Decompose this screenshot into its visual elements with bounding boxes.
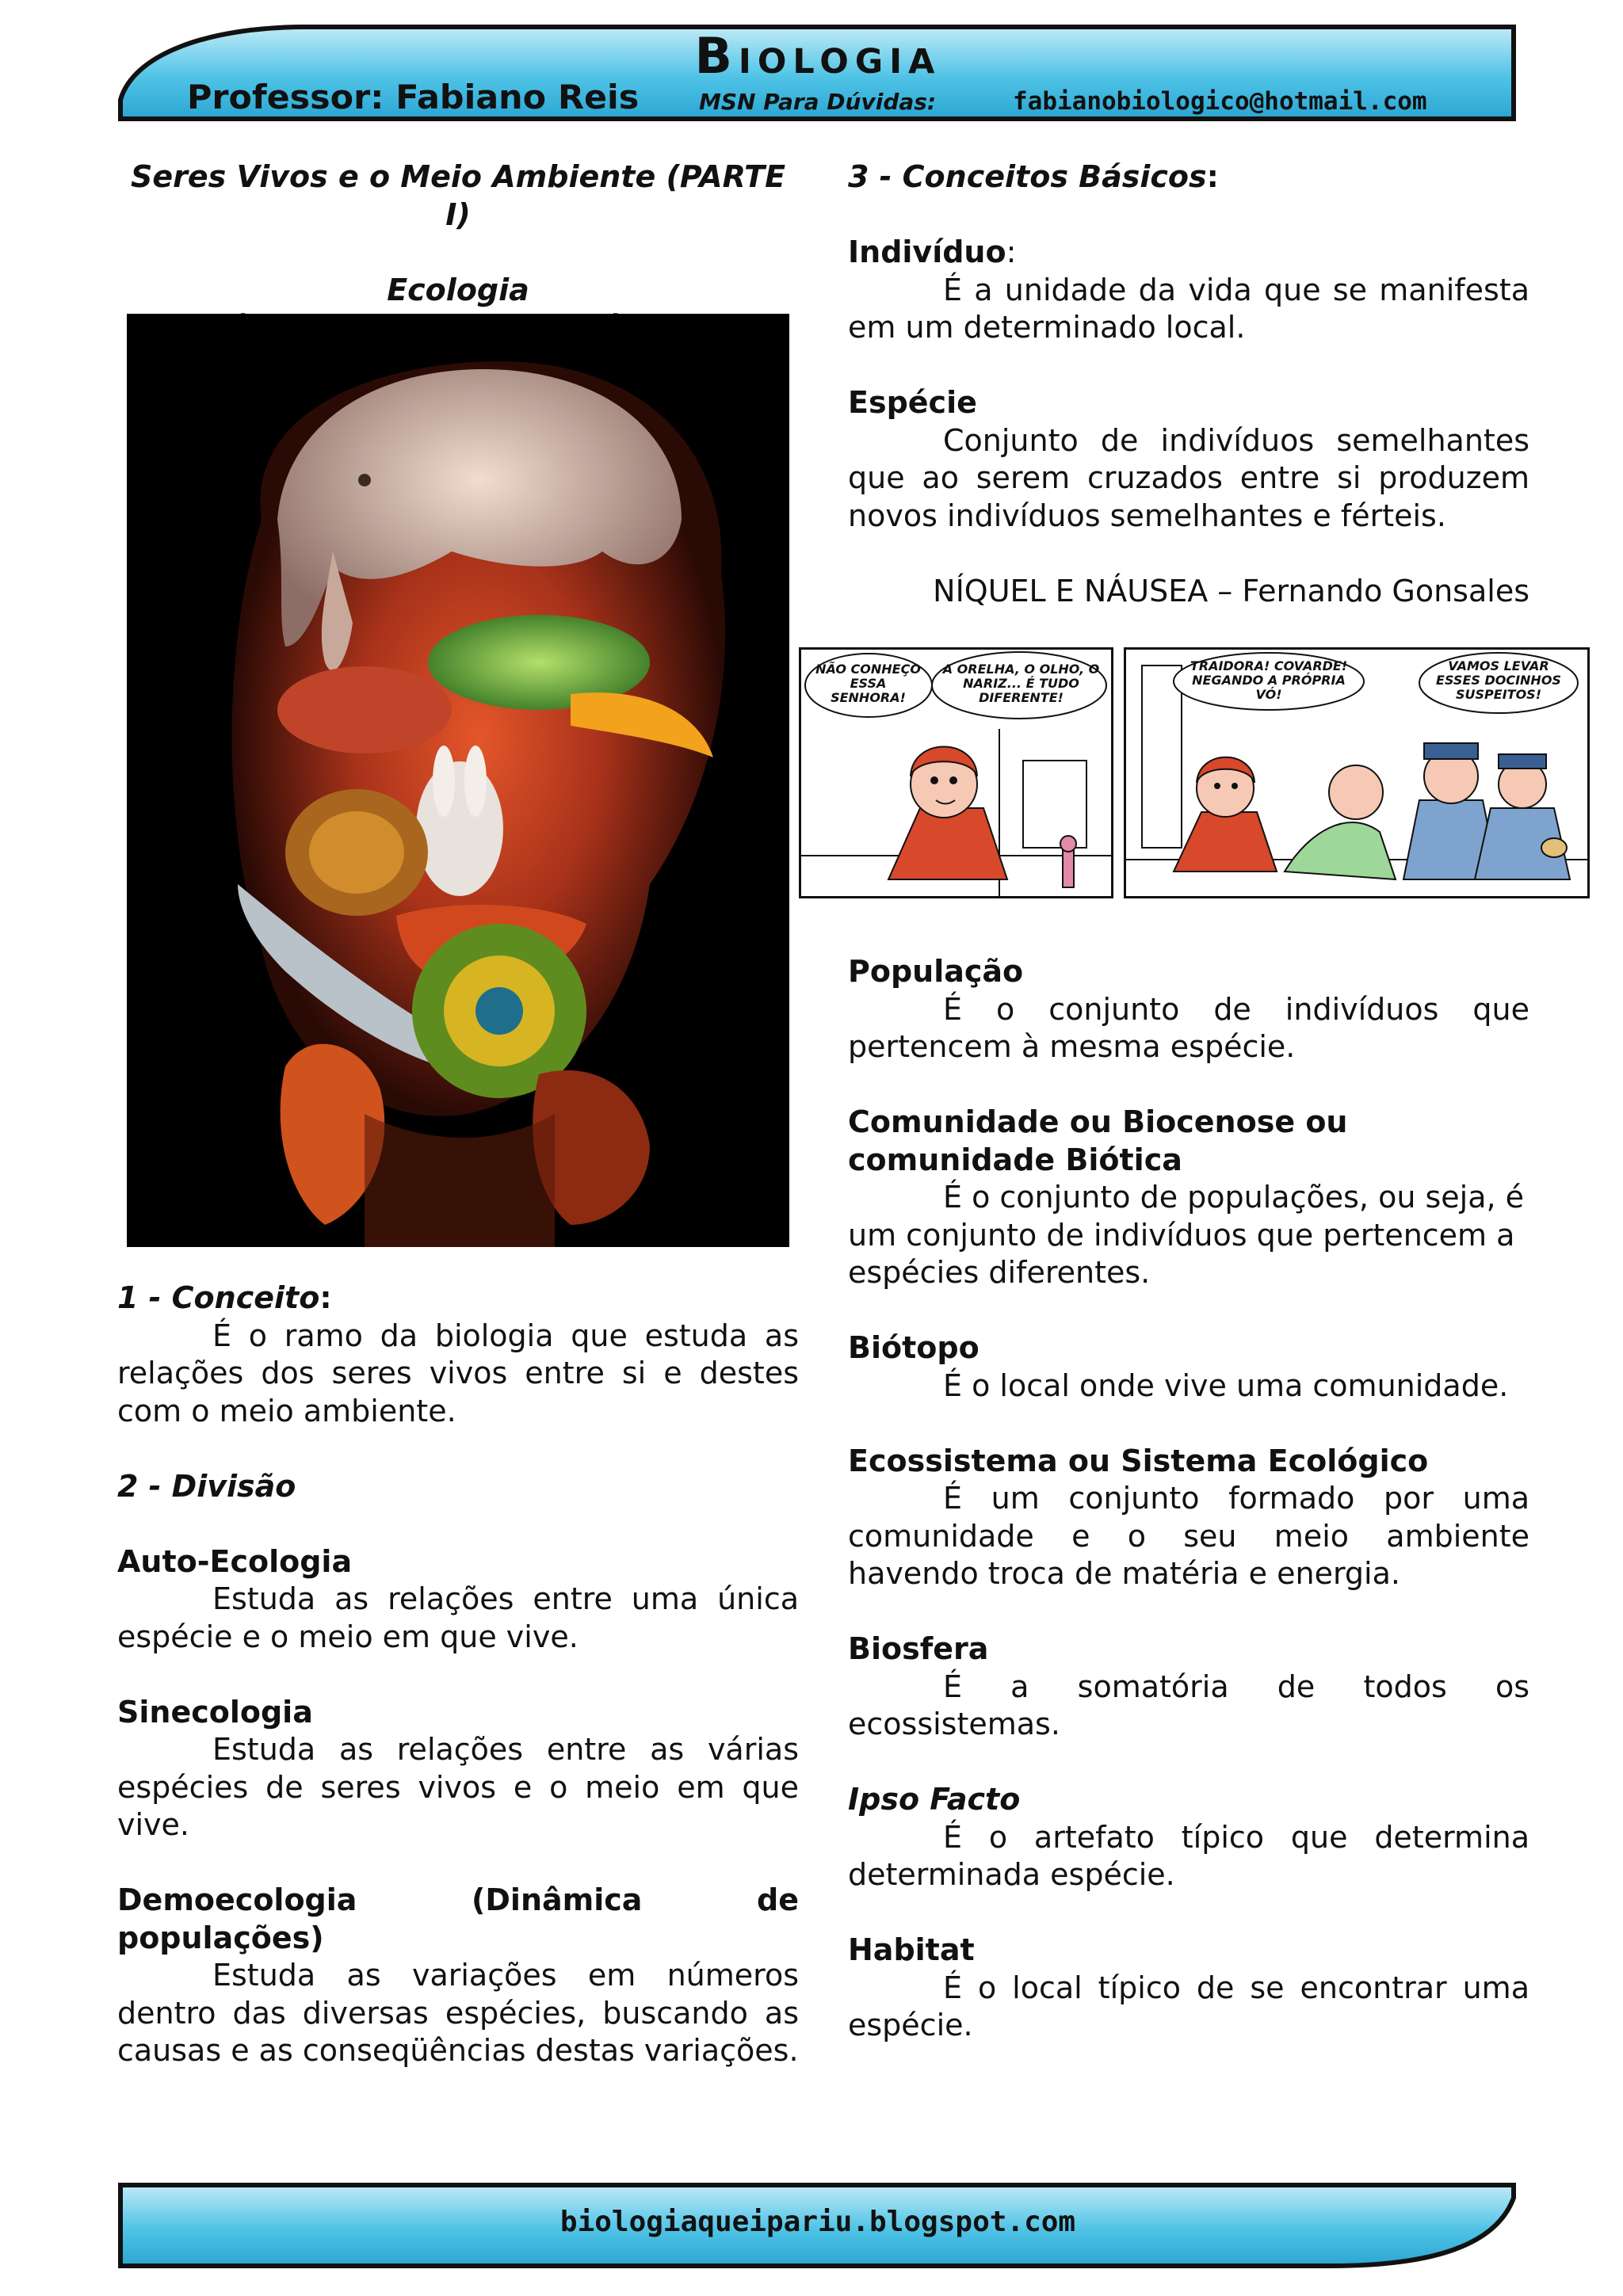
especie-heading: Espécie: [848, 385, 977, 420]
biosfera-text: É a somatória de todos os ecossistemas.: [848, 1669, 1529, 1741]
populacao-text: É o conjunto de indivíduos que pertencem à mesma espécie.: [848, 991, 1529, 1064]
ipso-facto-text: É o artefato típico que determina determinada espécie.: [848, 1819, 1529, 1892]
comic-bubble-3: TRAIDORA! COVARDE! NEGANDO A PRÓPRIA VÓ!: [1190, 658, 1348, 702]
section-concept: [117, 1280, 799, 2070]
division-heading: 2 - Divisão: [117, 1468, 296, 1504]
comic-panel-2: [1124, 647, 1590, 898]
comunidade-text: É o conjunto de populações, ou seja, é um conjunto de indivíduos que pertencem a espécies diferentes.: [848, 1180, 1525, 1290]
comic-panel-1: [799, 647, 1113, 898]
subject-title: Ecologia: [387, 272, 529, 307]
comunidade-heading: Comunidade ou Biocenose ou comunidade Biótica: [848, 1104, 1348, 1177]
comic-credit: NÍQUEL E NÁUSEA – Fernando Gonsales: [933, 573, 1529, 608]
basic-concepts-colon: :: [1206, 159, 1219, 194]
right-column-bottom: [848, 953, 1529, 2045]
right-column-top: [848, 158, 1529, 610]
concept-heading: 1 - Conceito: [117, 1280, 320, 1315]
individuo-heading: Indivíduo: [848, 235, 1006, 269]
footer-banner: [117, 2182, 1518, 2269]
demoecology-text: Estuda as variações em números dentro das diversas espécies, buscando as causas e as conseqüências destas variações.: [117, 1958, 799, 2068]
ipso-facto-heading: Ipso Facto: [848, 1782, 1021, 1817]
footer-url-link[interactable]: biologiaqueipariu.blogspot.com: [559, 2206, 1076, 2238]
auto-ecology-text: Estuda as relações entre uma única espécie e o meio em que vive.: [117, 1581, 799, 1654]
basic-concepts-heading: 3 - Conceitos Básicos: [848, 159, 1207, 194]
header-email-link[interactable]: fabianobiologico@hotmail.com: [1013, 87, 1427, 116]
concept-colon: :: [319, 1280, 332, 1315]
biosfera-heading: Biosfera: [848, 1631, 989, 1666]
header-title: Biologia: [694, 27, 941, 85]
habitat-heading: Habitat: [848, 1932, 975, 1967]
ecology-face-artwork: [127, 314, 789, 1247]
main-title: Seres Vivos e o Meio Ambiente (PARTE I): [130, 159, 786, 232]
populacao-heading: População: [848, 954, 1024, 989]
habitat-text: É o local típico de se encontrar uma espécie.: [848, 1970, 1529, 2042]
animal-face-illustration: [127, 314, 789, 1247]
comic-bubble-2: A ORELHA, O OLHO, O NARIZ... É TUDO DIFERENTE!: [942, 662, 1100, 705]
comic-bubble-1: NÃO CONHEÇO ESSA SENHORA!: [815, 662, 921, 705]
synecology-text: Estuda as relações entre as várias espécies de seres vivos e o meio em que vive.: [117, 1732, 799, 1842]
individuo-colon: :: [1006, 235, 1017, 269]
header-banner: [117, 24, 1518, 122]
biotopo-heading: Biótopo: [848, 1330, 980, 1365]
comic-bubble-4: VAMOS LEVAR ESSES DOCINHOS SUSPEITOS!: [1436, 658, 1561, 702]
auto-ecology-heading: Auto-Ecologia: [117, 1543, 353, 1579]
individuo-text: É a unidade da vida que se manifesta em um determinado local.: [848, 272, 1529, 345]
header-professor: Professor: Fabiano Reis: [187, 78, 640, 116]
biotopo-text: É o local onde vive uma comunidade.: [943, 1367, 1509, 1403]
synecology-heading: Sinecologia: [117, 1694, 313, 1730]
demoecology-heading: Demoecologia (Dinâmica de populações): [117, 1882, 799, 1955]
ecossistema-text: É um conjunto formado por uma comunidade e o seu meio ambiente havendo troca de matéria e energia.: [848, 1481, 1529, 1591]
especie-text: Conjunto de indivíduos semelhantes que ao serem cruzados entre si produzem novos indivíduos semelhantes e férteis.: [848, 422, 1529, 533]
ecossistema-heading: Ecossistema ou Sistema Ecológico: [848, 1443, 1429, 1478]
header-msn-label: MSN Para Dúvidas:: [699, 89, 937, 115]
concept-text: É o ramo da biologia que estuda as relações dos seres vivos entre si e destes com o meio ambiente.: [117, 1318, 799, 1428]
